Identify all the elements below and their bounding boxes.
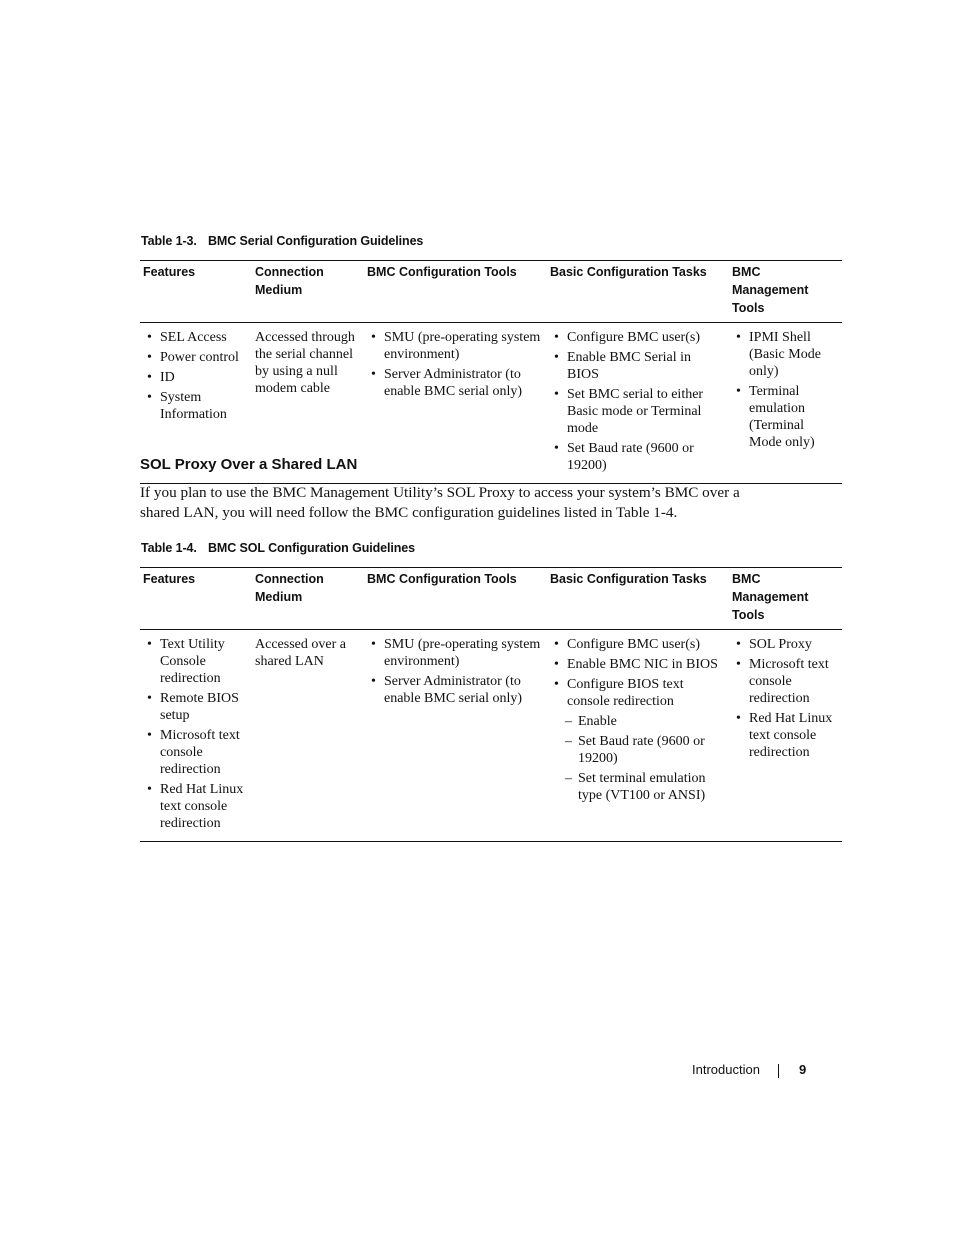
footer-section-name: Introduction bbox=[692, 1062, 760, 1077]
list-item: • IPMI Shell (Basic Mode only) bbox=[732, 329, 838, 380]
list-item: • SOL Proxy bbox=[732, 636, 838, 653]
management-tools-cell bbox=[729, 323, 842, 484]
list-item: • Text Utility Console redirection bbox=[143, 636, 248, 687]
list-item: • Microsoft text console redirection bbox=[143, 727, 248, 778]
sub-list-item: – Set terminal emulation type (VT100 or ANSI) bbox=[567, 770, 725, 804]
table-row bbox=[140, 630, 842, 842]
list-item: • SEL Access bbox=[143, 329, 248, 346]
config-tools-cell bbox=[364, 630, 547, 842]
sub-task-list bbox=[567, 713, 725, 804]
list-item: • Set Baud rate (9600 or 19200) bbox=[550, 440, 725, 474]
table-1-4-caption bbox=[141, 541, 415, 555]
list-item: • Server Administrator (to enable BMC serial only) bbox=[367, 366, 543, 400]
list-item: • Configure BIOS text console redirection bbox=[550, 676, 725, 710]
table-header-row bbox=[140, 568, 842, 630]
footer-divider bbox=[778, 1064, 779, 1078]
table-title: BMC SOL Configuration Guidelines bbox=[208, 541, 415, 555]
list-item: • SMU (pre-operating system environment) bbox=[367, 636, 543, 670]
list-item: • Red Hat Linux text console redirection bbox=[143, 781, 248, 832]
column-header-management-tools: BMC Management Tools bbox=[729, 568, 842, 630]
column-header-features: Features bbox=[140, 568, 252, 630]
column-header-config-tasks: Basic Configuration Tasks bbox=[547, 568, 729, 630]
column-header-config-tools: BMC Configuration Tools bbox=[364, 261, 547, 323]
column-header-config-tools: BMC Configuration Tools bbox=[364, 568, 547, 630]
list-item: • SMU (pre-operating system environment) bbox=[367, 329, 543, 363]
list-item: • Terminal emulation (Terminal Mode only) bbox=[732, 383, 838, 451]
list-item: • Enable BMC Serial in BIOS bbox=[550, 349, 725, 383]
management-tools-cell bbox=[729, 630, 842, 842]
table-number: Table 1-4. bbox=[141, 541, 197, 555]
list-item: • Enable BMC NIC in BIOS bbox=[550, 656, 725, 673]
table-header-row bbox=[140, 261, 842, 323]
bmc-serial-config-table bbox=[140, 260, 842, 484]
page-footer bbox=[692, 1062, 807, 1077]
features-cell bbox=[140, 630, 252, 842]
config-tasks-cell bbox=[547, 630, 729, 842]
list-item: • Power control bbox=[143, 349, 248, 366]
column-header-connection-medium: Connection Medium bbox=[252, 568, 364, 630]
column-header-management-tools: BMC Management Tools bbox=[729, 261, 842, 323]
table-1-3-caption bbox=[141, 234, 423, 248]
section-paragraph: If you plan to use the BMC Management Utility’s SOL Proxy to access your system’s BMC over a shared LAN, you will need follow the BMC configuration guidelines listed in Table 1-4. bbox=[140, 484, 740, 521]
column-header-connection-medium: Connection Medium bbox=[252, 261, 364, 323]
list-item: • Server Administrator (to enable BMC serial only) bbox=[367, 673, 543, 707]
page-number: 9 bbox=[799, 1062, 807, 1077]
table-title: BMC Serial Configuration Guidelines bbox=[208, 234, 424, 248]
bmc-sol-config-table bbox=[140, 567, 842, 842]
column-header-features: Features bbox=[140, 261, 252, 323]
list-item: • System Information bbox=[143, 389, 248, 423]
sub-list-item: – Set Baud rate (9600 or 19200) bbox=[567, 733, 725, 767]
config-tools-cell bbox=[364, 323, 547, 484]
connection-medium-cell: Accessed through the serial channel by using a null modem cable bbox=[252, 323, 364, 484]
list-item: • Red Hat Linux text console redirection bbox=[732, 710, 838, 761]
list-item: • Configure BMC user(s) bbox=[550, 636, 725, 653]
config-tasks-cell bbox=[547, 323, 729, 484]
list-item: • Remote BIOS setup bbox=[143, 690, 248, 724]
list-item: • Microsoft text console redirection bbox=[732, 656, 838, 707]
table-number: Table 1-3. bbox=[141, 234, 197, 248]
list-item: • Set BMC serial to either Basic mode or Terminal mode bbox=[550, 386, 725, 437]
section-heading: SOL Proxy Over a Shared LAN bbox=[140, 456, 358, 473]
sub-list-item: – Enable bbox=[567, 713, 725, 730]
list-item: • ID bbox=[143, 369, 248, 386]
list-item: • Configure BMC user(s) bbox=[550, 329, 725, 346]
connection-medium-cell: Accessed over a shared LAN bbox=[252, 630, 364, 842]
column-header-config-tasks: Basic Configuration Tasks bbox=[547, 261, 729, 323]
